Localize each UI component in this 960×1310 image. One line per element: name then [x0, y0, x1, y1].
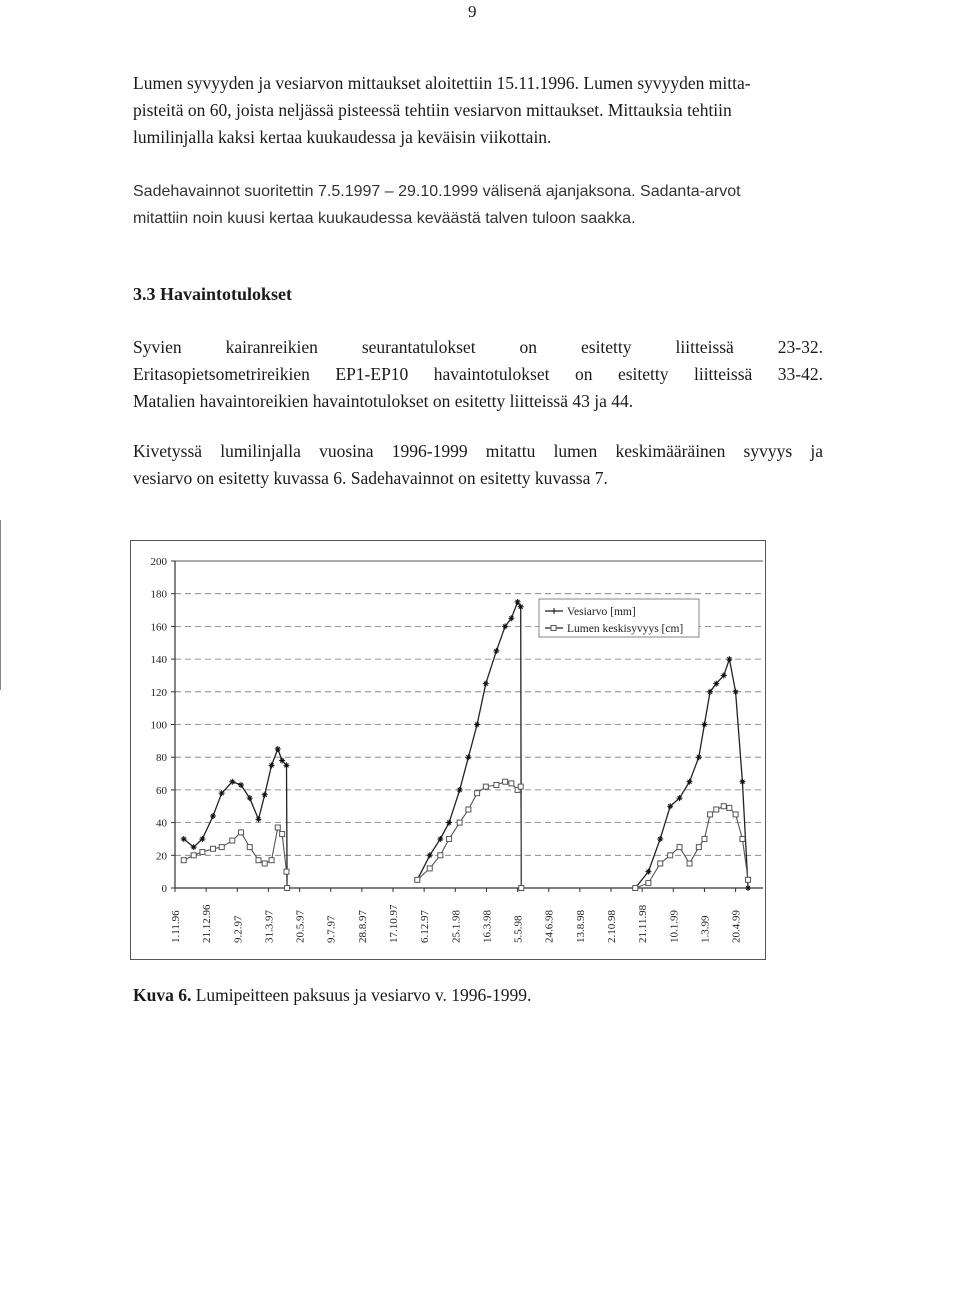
data-point-lumen	[633, 886, 638, 891]
data-point-lumen	[696, 845, 701, 850]
x-tick-label: 13.8.98	[574, 910, 587, 943]
caption-text: Lumipeitteen paksuus ja vesiarvo v. 1996-1999.	[191, 985, 532, 1005]
data-point-lumen	[427, 866, 432, 871]
page-number: 9	[468, 2, 477, 21]
data-point-lumen	[219, 845, 224, 850]
data-point-lumen	[285, 886, 290, 891]
x-tick-label: 20.4.99	[730, 910, 743, 943]
paragraph-measurements	[133, 70, 823, 151]
data-point-lumen	[518, 784, 523, 789]
x-tick-label: 31.3.97	[263, 910, 276, 943]
data-point-lumen	[269, 858, 274, 863]
data-point-lumen	[733, 812, 738, 817]
scan-edge-line	[0, 520, 1, 690]
legend-label: Vesiarvo [mm]	[567, 606, 636, 618]
y-tick-label: 80	[156, 752, 167, 765]
data-point-lumen	[740, 836, 745, 841]
data-point-vesiarvo	[726, 656, 732, 662]
text-line: lumilinjalla kaksi kertaa kuukaudessa ja keväisin viikottain.	[133, 127, 552, 147]
data-point-vesiarvo	[739, 779, 745, 785]
data-point-vesiarvo	[493, 648, 499, 654]
data-point-lumen	[457, 820, 462, 825]
data-point-lumen	[210, 846, 215, 851]
data-point-lumen	[447, 836, 452, 841]
x-tick-label: 1.11.96	[170, 910, 182, 943]
x-tick-label: 9.7.97	[325, 915, 338, 943]
data-point-vesiarvo	[515, 599, 521, 605]
legend-marker	[551, 626, 556, 631]
paragraph-precipitation	[133, 178, 823, 232]
data-point-lumen	[708, 812, 713, 817]
data-point-vesiarvo	[269, 762, 275, 768]
figure-caption	[133, 985, 531, 1006]
data-point-vesiarvo	[733, 689, 739, 695]
data-point-lumen	[181, 858, 186, 863]
y-tick-label: 20	[156, 850, 167, 863]
data-point-vesiarvo	[275, 746, 281, 752]
data-point-lumen	[677, 845, 682, 850]
data-point-vesiarvo	[457, 787, 463, 793]
data-point-lumen	[230, 838, 235, 843]
data-point-vesiarvo	[465, 754, 471, 760]
x-tick-label: 10.1.99	[668, 910, 681, 943]
x-tick-label: 28.8.97	[356, 910, 369, 943]
x-tick-label: 17.10.97	[388, 904, 401, 943]
data-point-lumen	[239, 830, 244, 835]
data-point-vesiarvo	[262, 792, 268, 798]
data-point-lumen	[494, 782, 499, 787]
y-tick-label: 200	[150, 556, 167, 568]
series-line-vesiarvo	[184, 602, 748, 888]
data-point-lumen	[503, 779, 508, 784]
x-tick-label: 6.12.97	[419, 910, 432, 943]
data-point-vesiarvo	[446, 820, 452, 826]
data-point-lumen	[280, 832, 285, 837]
data-point-lumen	[646, 881, 651, 886]
data-point-vesiarvo	[474, 722, 480, 728]
x-tick-label: 20.5.97	[294, 910, 307, 943]
data-point-lumen	[466, 807, 471, 812]
x-tick-label: 9.2.97	[232, 915, 245, 943]
data-point-lumen	[509, 781, 514, 786]
text-line: Lumen syvyyden ja vesiarvon mittaukset aloitettiin 15.11.1996. Lumen syvyyden mitta-	[133, 73, 751, 93]
paragraph-results	[133, 334, 823, 415]
data-point-lumen	[256, 858, 261, 863]
data-point-vesiarvo	[657, 836, 663, 842]
data-point-vesiarvo	[687, 779, 693, 785]
x-tick-label: 5.5.98	[512, 915, 525, 943]
data-point-lumen	[262, 861, 267, 866]
caption-label: Kuva 6.	[133, 985, 192, 1005]
data-point-lumen	[702, 836, 707, 841]
data-point-vesiarvo	[745, 885, 751, 891]
x-tick-label: 16.3.98	[481, 910, 494, 943]
y-tick-label: 100	[150, 719, 167, 732]
data-point-lumen	[438, 853, 443, 858]
data-point-lumen	[284, 869, 289, 874]
data-point-lumen	[687, 861, 692, 866]
figure-frame	[130, 540, 766, 960]
x-tick-label: 1.3.99	[699, 915, 712, 943]
data-point-vesiarvo	[696, 754, 702, 760]
text-line: Sadehavainnot suoritettin 7.5.1997 – 29.10.1999 välisenä ajanjaksona. Sadanta-arvot	[133, 183, 741, 200]
text-line: vesiarvo on esitetty kuvassa 6. Sadehavainnot on esitetty kuvassa 7.	[133, 468, 608, 488]
x-tick-label: 25.1.98	[450, 910, 463, 943]
data-point-vesiarvo	[701, 722, 707, 728]
y-tick-label: 60	[156, 784, 167, 797]
x-tick-label: 21.11.98	[637, 904, 650, 943]
series-line-lumen	[184, 782, 748, 888]
x-tick-label: 24.6.98	[543, 910, 556, 943]
data-point-lumen	[200, 850, 205, 855]
x-tick-label: 2.10.98	[606, 910, 619, 943]
x-tick-label: 21.12.96	[201, 904, 214, 943]
data-point-lumen	[191, 853, 196, 858]
section-heading: 3.3 Havaintotulokset	[133, 284, 293, 304]
y-tick-label: 180	[150, 588, 167, 601]
y-tick-label: 40	[156, 817, 167, 830]
text-line: pisteitä on 60, joista neljässä pisteessä tehtiin vesiarvon mittaukset. Mittauksia tehtiin	[133, 100, 732, 120]
data-point-vesiarvo	[483, 681, 489, 687]
paragraph-snowline	[133, 438, 823, 492]
data-point-lumen	[668, 853, 673, 858]
data-point-lumen	[275, 825, 280, 830]
text-line: Matalien havaintoreikien havaintotulokset on esitetty liitteissä 43 ja 44.	[133, 391, 634, 411]
data-point-lumen	[247, 845, 252, 850]
snow-chart	[131, 541, 765, 959]
data-point-lumen	[721, 804, 726, 809]
data-point-lumen	[714, 807, 719, 812]
data-point-lumen	[658, 861, 663, 866]
text-line: Kivetyssä lumilinjalla vuosina 1996-1999 mitattu lumen keskimääräinen syvyys ja	[133, 441, 823, 461]
text-line: mitattiin noin kuusi kertaa kuukaudessa keväästä talven tuloon saakka.	[133, 210, 636, 227]
data-point-vesiarvo	[255, 816, 261, 822]
y-tick-label: 0	[161, 883, 167, 895]
data-point-lumen	[483, 784, 488, 789]
text-line: Syvien kairanreikien seurantatulokset on esitetty liitteissä 23-32.	[133, 337, 823, 357]
data-point-lumen	[475, 791, 480, 796]
legend-label: Lumen keskisyvyys [cm]	[567, 623, 684, 635]
text-line: Eritasopietsometrireikien EP1-EP10 havaintotulokset on esitetty liitteissä 33-42.	[133, 364, 823, 384]
y-tick-label: 160	[150, 621, 167, 634]
data-point-lumen	[746, 877, 751, 882]
y-tick-label: 140	[150, 654, 167, 667]
data-point-lumen	[519, 886, 524, 891]
y-tick-label: 120	[150, 686, 167, 699]
data-point-vesiarvo	[210, 813, 216, 819]
data-point-lumen	[415, 877, 420, 882]
data-point-lumen	[727, 805, 732, 810]
